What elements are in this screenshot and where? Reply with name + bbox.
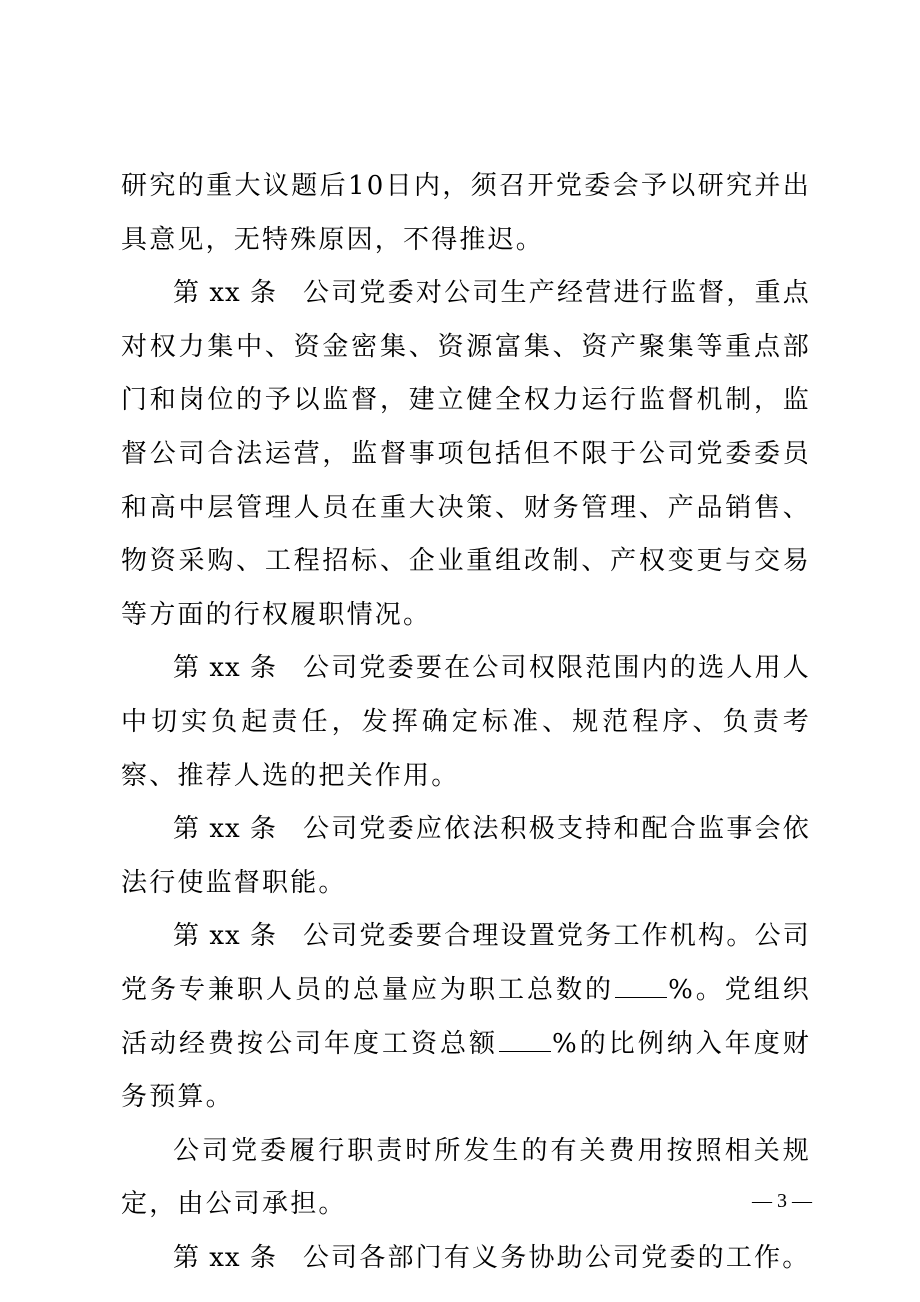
article-paragraph — [121, 267, 811, 642]
article-number: 第 xx 条 — [173, 1242, 277, 1273]
paragraph — [121, 1125, 811, 1232]
article-paragraph — [121, 1232, 811, 1286]
article-paragraph — [121, 642, 811, 803]
paragraph-text: 研究的重大议题后10日内，须召开党委会予以研究并出具意见，无特殊原因，不得推迟。 — [121, 171, 811, 255]
paragraph-text: %。党组织活动经费按公司年度工资总额 — [121, 974, 811, 1059]
fill-in-blank — [615, 975, 667, 998]
document-body — [121, 160, 811, 1285]
paragraph-text: 公司党委要合理设置党务工作机构。公司党务专兼职人员的总量应为职工总数的 — [121, 921, 811, 1005]
paragraph-text: %的比例纳入年度财务预算。 — [121, 1028, 811, 1113]
article-paragraph — [121, 803, 811, 910]
article-paragraph — [121, 910, 811, 1124]
article-number: 第 xx 条 — [173, 921, 277, 952]
paragraph-text: 公司各部门有义务协助公司党委的工作。 — [302, 1242, 811, 1273]
article-number: 第 xx 条 — [173, 653, 277, 684]
paragraph-text: 公司党委应依法积极支持和配合监事会依法行使监督职能。 — [121, 814, 811, 898]
article-number: 第 xx 条 — [173, 814, 277, 845]
paragraph-continuation — [121, 160, 811, 267]
page-number: — 3 — — [752, 1190, 812, 1212]
fill-in-blank — [499, 1029, 551, 1052]
paragraph-text: 公司党委对公司生产经营进行监督，重点对权力集中、资金密集、资源富集、资产聚集等重点部门和岗位的予以监督，建立健全权力运行监督机制，监督公司合法运营，监督事项包括但不限于公司党委委员和高中层管理人员在重大决策、财务管理、产品销售、物资采购、工程招标、企业重组改制、产权变更与交易等方面的行权履职情况。 — [121, 278, 811, 630]
article-number: 第 xx 条 — [173, 278, 277, 309]
paragraph-text: 公司党委履行职责时所发生的有关费用按照相关规定，由公司承担。 — [121, 1135, 811, 1220]
paragraph-text: 公司党委要在公司权限范围内的选人用人中切实负起责任，发挥确定标准、规范程序、负责考察、推荐人选的把关作用。 — [121, 653, 811, 791]
